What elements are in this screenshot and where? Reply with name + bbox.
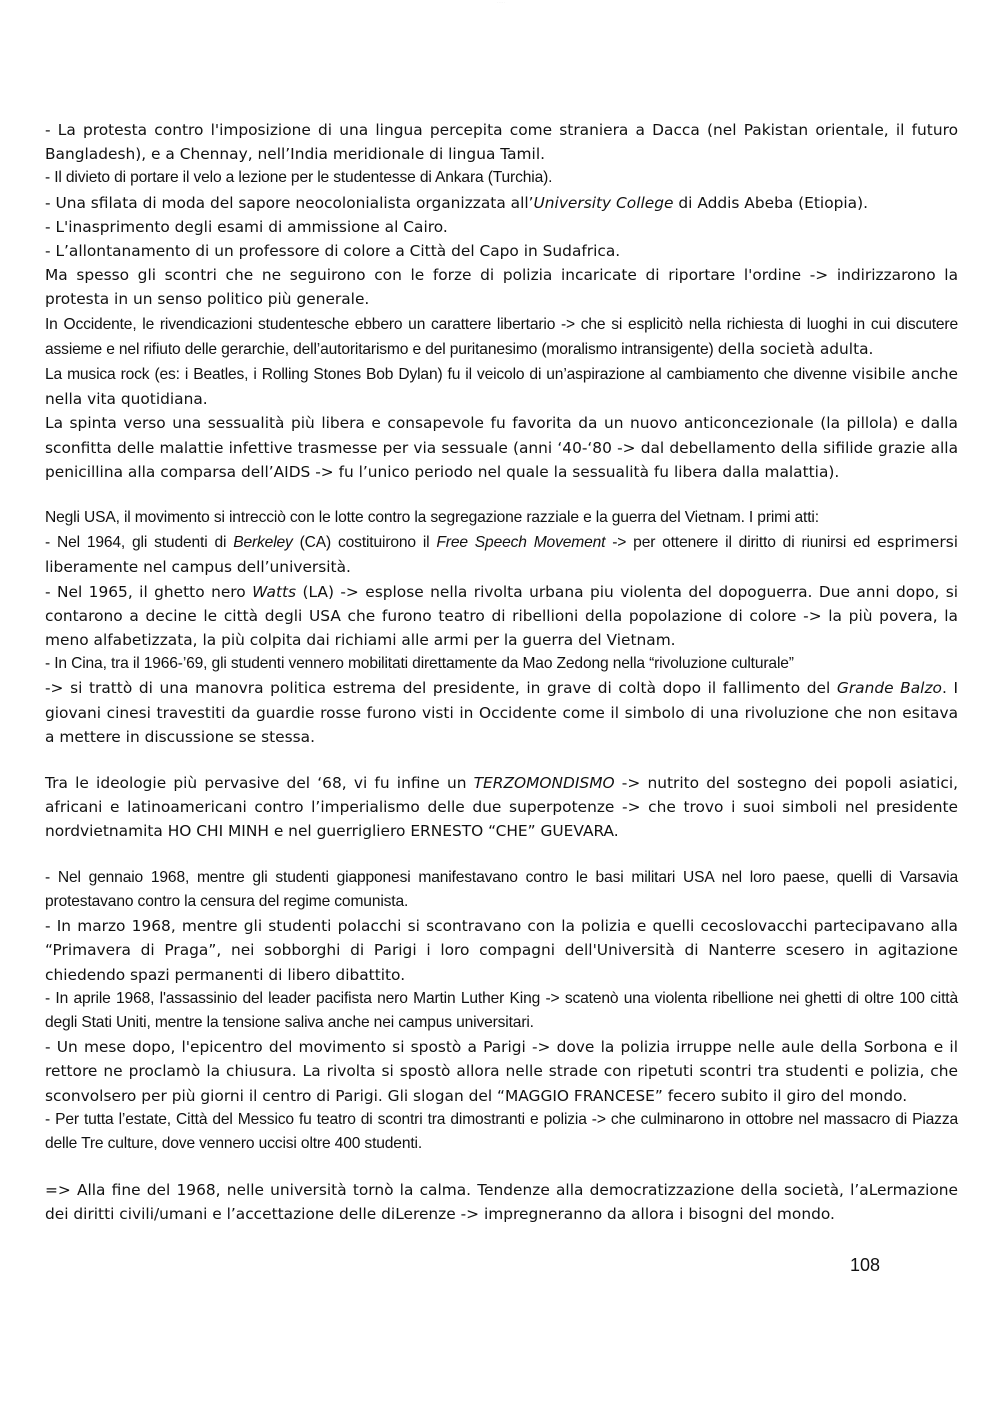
paragraph-april-1968: - In aprile 1968, l'assassinio del leader pacifista nero Martin Luther King -> scatenò una violenta ribellione nei ghetti di oltre 100 città degli Stati Uniti, mentre la tensione saliva anche nei campus universitari.	[45, 989, 958, 1031]
paragraph-conclusion: => Alla fine del 1968, nelle università tornò la calma. Tendenze alla democratizzazione della società, l’aLermazione dei diritti civili/umani e l’accettazione delle diLerenze -> impregneranno da allora i bisogni del mondo.	[45, 1181, 958, 1224]
paragraph-third-worldism: Tra le ideologie più pervasive del ‘68, vi fu infine un TERZOMONDISMO -> nutrito del sostegno dei popoli asiatici, africani e latinoamericani contro l’imperialismo delle due superpotenze -> che trovo i suoi simboli nel presidente nordvietnamita HO CHI MINH e nel guerrigliero ERNESTO “CHE” GUEVARA.	[45, 774, 958, 841]
paragraph-language-protest: - La protesta contro l'imposizione di una lingua percepita come straniera a Dacca (nel Pakistan orientale, il futuro Bangladesh), e a Chennay, nell’India meridionale di lingua Tamil.	[45, 121, 958, 164]
header-mark: · · · · ·	[496, 0, 506, 4]
paragraph-watts: - Nel 1965, il ghetto nero Watts (LA) -> esplose nella rivolta urbana piu violenta del dopoguerra. Due anni dopo, si contarono a decine le città degli USA che furono teatro di ribellioni della popolazione di colore -> la più povera, la meno alfabetizzata, la più colpita dai richiami alle armi per la guerra del Vietnam.	[45, 582, 959, 650]
paragraph-cape-town: - L’allontanamento di un professore di colore a Città del Capo in Sudafrica.	[45, 242, 621, 261]
paragraph-fashion-show: - Una sfilata di moda del sapore neocolonialista organizzata all’University College di Addis Abeba (Etiopia).	[45, 193, 868, 212]
paragraph-rock-music: La musica rock (es: i Beatles, i Rolling Stones Bob Dylan) fu il veicolo di un’aspirazione al cambiamento che divenne visibile anche nella vita quotidiana.	[45, 365, 959, 409]
document-page	[45, 118, 958, 1227]
paragraph-gap	[45, 844, 958, 866]
paragraph-gap	[45, 749, 958, 771]
paragraph-cairo-exams: - L'inasprimento degli esami di ammissione al Cairo.	[45, 217, 448, 236]
paragraph-veil-ban: - Il divieto di portare il velo a lezione per le studentesse di Ankara (Turchia).	[45, 169, 553, 187]
paragraph-police-clashes: Ma spesso gli scontri che ne seguirono con le forze di polizia incaricate di riportare l'ordine -> indirizzarono la protesta in un senso politico più generale.	[45, 266, 958, 309]
paragraph-paris: - Un mese dopo, l'epicentro del movimento si spostò a Parigi -> dove la polizia irruppe nelle aule della Sorbona e il rettore ne proclamò la chiusura. La rivolta si spostò allora nelle strade con ripetuti scontri tra studenti e polizia, che sconvolsero per più giorni il centro di Parigi. Gli slogan del “MAGGIO FRANCESE” fecero subito il giro del mondo.	[45, 1038, 958, 1105]
paragraph-gap	[45, 484, 958, 506]
paragraph-gap	[45, 1156, 958, 1178]
paragraph-great-leap: -> si trattò di una manovra politica estrema del presidente, in grave di coltà dopo il fallimento del Grande Balzo. I giovani cinesi travestiti da guardie rosse furono visti in Occidente come il simbolo di una rivoluzione che non esitava a mettere in discussione se stessa.	[45, 679, 958, 746]
paragraph-sexuality: La spinta verso una sessualità più libera e consapevole fu favorita da un nuovo anticoncezionale (la pillola) e dalla sconfitta delle malattie infettive trasmesse per via sessuale (anni ‘40-‘80 -> dal debellamento della sifilide grazie alla penicillina alla comparsa dell’AIDS -> fu l’unico periodo nel quale la sessualità fu libera dalla malattia).	[45, 414, 958, 481]
paragraph-west-demands: In Occidente, le rivendicazioni studentesche ebbero un carattere libertario -> che si esplicitò nella richiesta di luoghi in cui discutere assieme e nel rifiuto delle gerarchie, dell’autoritarismo e del puritanesimo (moralismo intransigente) della società adulta.	[45, 315, 958, 358]
paragraph-usa-intro: Negli USA, il movimento si intrecciò con le lotte contro la segregazione razziale e la guerra del Vietnam. I primi atti:	[45, 509, 819, 527]
paragraph-march-1968: - In marzo 1968, mentre gli studenti polacchi si scontravano con la polizia e quelli cecoslovacchi partecipavano alla “Primavera di Praga”, nei sobborghi di Parigi i loro compagni dell'Università di Nanterre scesero in agitazione chiedendo spazi permanenti di libero dibattito.	[45, 917, 958, 984]
paragraph-berkeley: - Nel 1964, gli studenti di Berkeley (CA) costituirono il Free Speech Movement -> per ottenere il diritto di riunirsi ed esprimersi liberamente nel campus dell’università.	[45, 533, 959, 577]
paragraph-mexico-city: - Per tutta l’estate, Città del Messico fu teatro di scontri tra dimostranti e polizia -> che culminarono in ottobre nel massacro di Piazza delle Tre culture, dove vennero uccisi oltre 400 studenti.	[45, 1110, 958, 1152]
page-number: 108	[849, 1255, 880, 1275]
paragraph-china: - In Cina, tra il 1966-’69, gli studenti vennero mobilitati direttamente da Mao Zedong nella “rivoluzione culturale”	[45, 655, 794, 673]
paragraph-january-1968: - Nel gennaio 1968, mentre gli studenti giapponesi manifestavano contro le basi militari USA nel loro paese, quelli di Varsavia protestavano contro la censura del regime comunista.	[45, 868, 958, 910]
